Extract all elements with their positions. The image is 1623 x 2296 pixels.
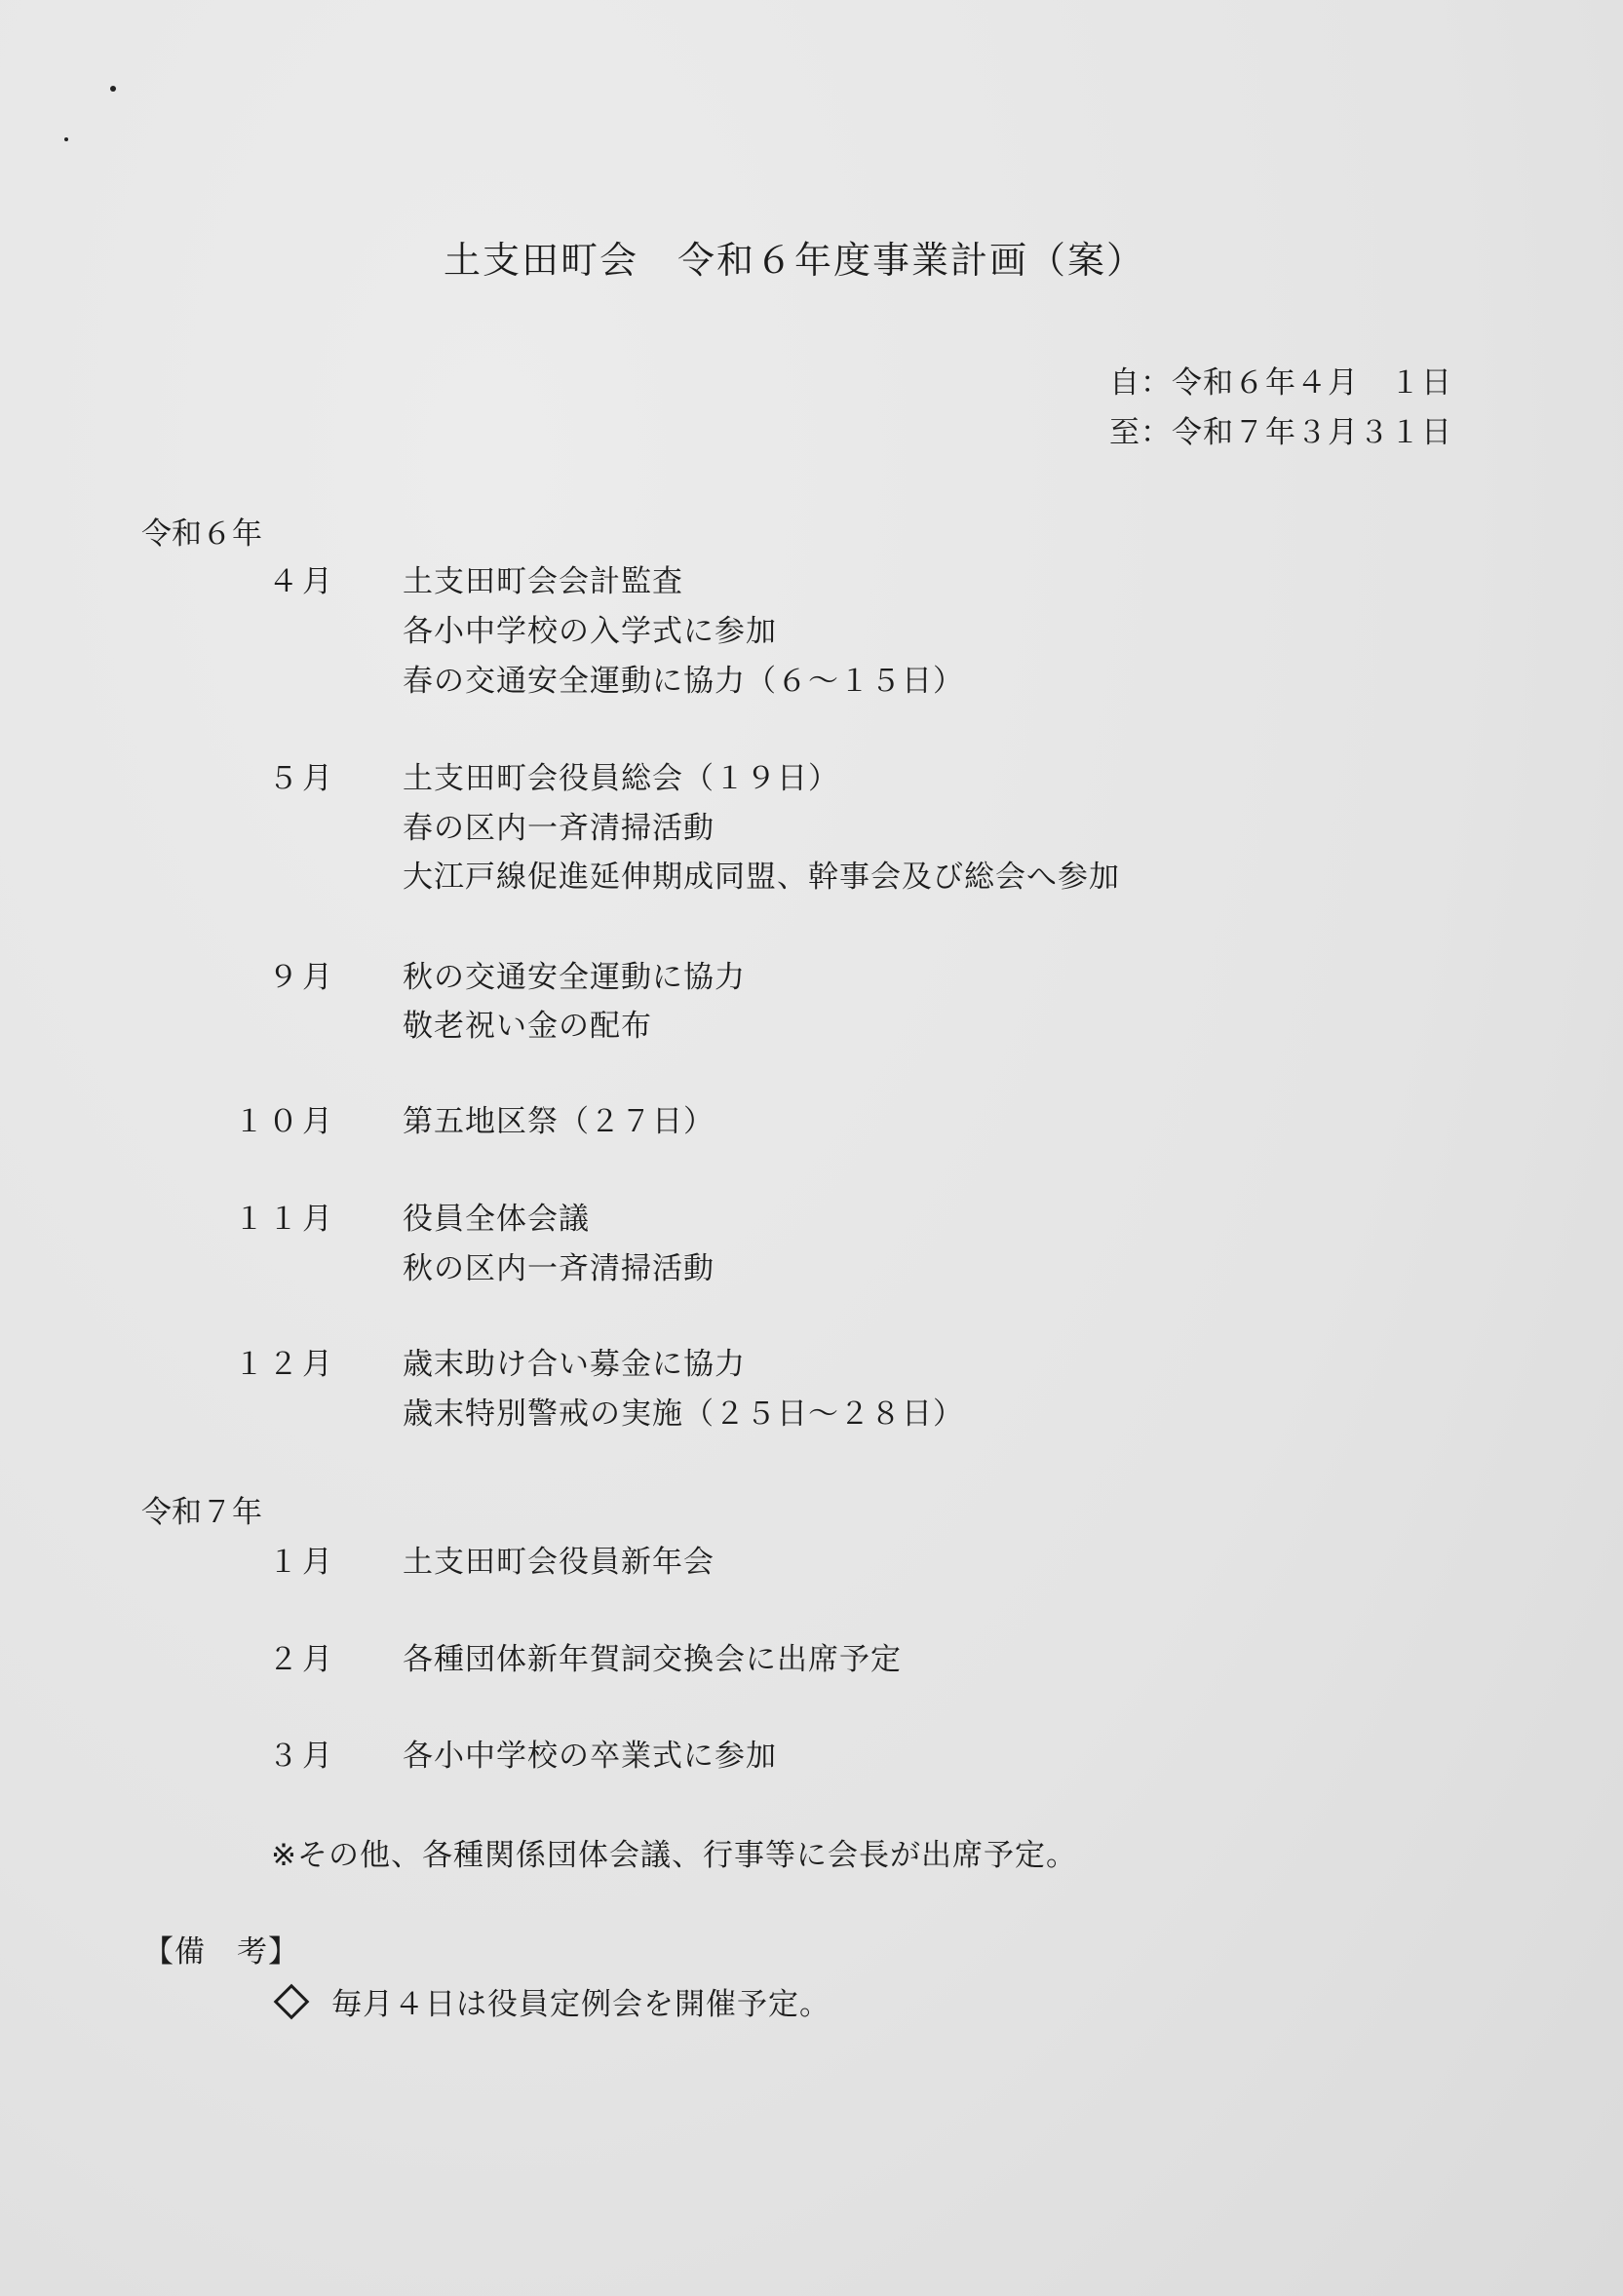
- event-item: 秋の交通安全運動に協力: [403, 960, 746, 995]
- year-label: 令和６年: [141, 517, 262, 552]
- remark-item: [271, 1979, 831, 2023]
- event-item: 各小中学校の入学式に参加: [403, 614, 777, 649]
- period-from: 自：令和６年４月 １日: [1109, 365, 1452, 401]
- other-note: ※その他、各種関係団体会議、行事等に会長が出席予定。: [271, 1838, 1077, 1873]
- event-item: 歳末特別警戒の実施（２５日〜２８日）: [403, 1397, 964, 1432]
- month-label: １１月: [234, 1202, 336, 1237]
- month-label: ３月: [268, 1739, 336, 1774]
- document-title: 土支田町会 令和６年度事業計画（案）: [443, 239, 1145, 282]
- event-item: 土支田町会役員総会（１９日）: [403, 761, 839, 796]
- diamond-outline-icon: [274, 1983, 310, 2019]
- event-item: 歳末助け合い募金に協力: [403, 1347, 746, 1382]
- event-item: 大江戸線促進延伸期成同盟、幹事会及び総会へ参加: [403, 860, 1120, 895]
- month-label: １２月: [234, 1347, 336, 1382]
- event-item: 役員全体会議: [403, 1202, 590, 1237]
- month-label: １月: [268, 1545, 336, 1580]
- month-label: １０月: [234, 1104, 336, 1139]
- month-label: ２月: [268, 1642, 336, 1677]
- event-item: 秋の区内一斉清掃活動: [403, 1251, 715, 1286]
- event-item: 第五地区祭（２７日）: [403, 1104, 715, 1139]
- event-item: 土支田町会会計監査: [403, 564, 683, 599]
- event-item: 春の交通安全運動に協力（６〜１５日）: [403, 664, 964, 699]
- event-item: 各小中学校の卒業式に参加: [403, 1739, 777, 1774]
- event-item: 春の区内一斉清掃活動: [403, 811, 715, 846]
- event-item: 敬老祝い金の配布: [403, 1009, 652, 1044]
- scan-speck: [64, 137, 68, 141]
- month-label: ５月: [268, 761, 336, 796]
- period-to: 至：令和７年３月３１日: [1109, 415, 1452, 450]
- year-label: 令和７年: [141, 1495, 262, 1530]
- remark-text: 毎月４日は役員定例会を開催予定。: [331, 1987, 831, 2022]
- month-label: ４月: [268, 564, 336, 599]
- event-item: 各種団体新年賀詞交換会に出席予定: [403, 1642, 902, 1677]
- remarks-heading: 【備 考】: [143, 1934, 299, 1970]
- month-label: ９月: [268, 960, 336, 995]
- event-item: 土支田町会役員新年会: [403, 1545, 715, 1580]
- scan-speck: [110, 86, 116, 92]
